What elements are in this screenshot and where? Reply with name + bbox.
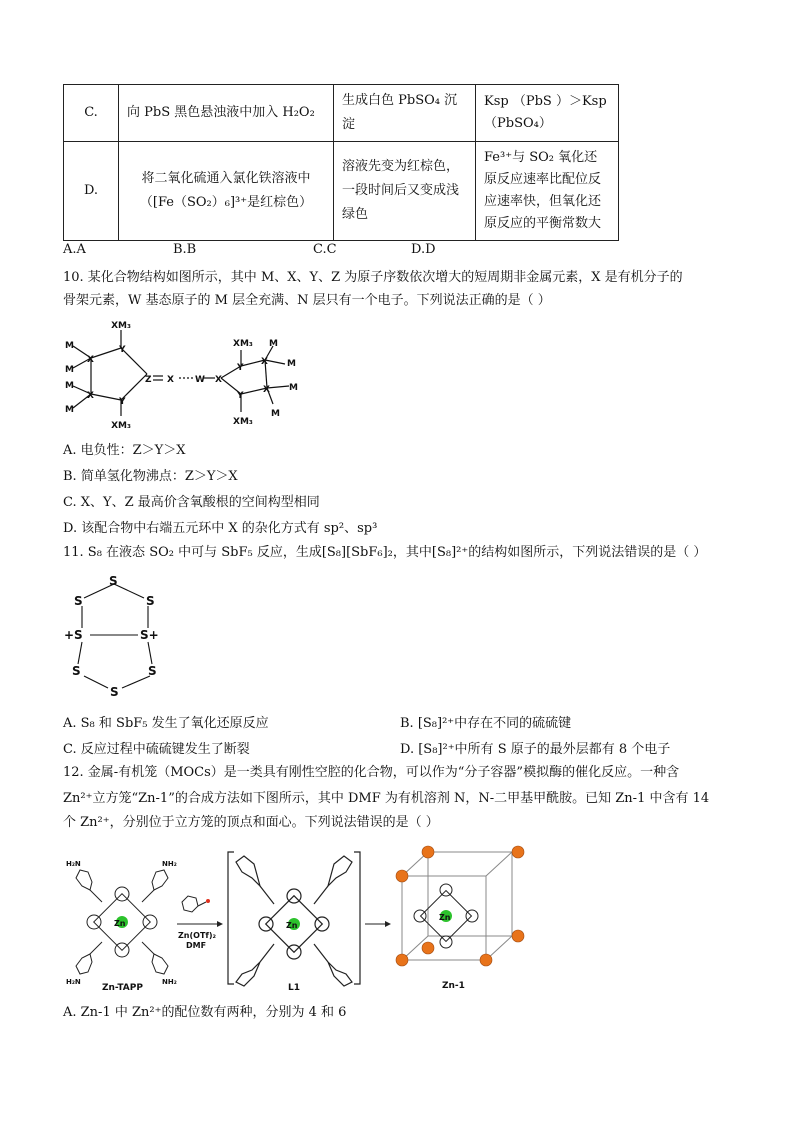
q11-option-d: D. [S₈]²⁺中所有 S 原子的最外层都有 8 个电子 xyxy=(400,742,671,757)
sulfur-label: S xyxy=(72,664,81,678)
q11-stem: 11. S₈ 在液态 SO₂ 中可与 SbF₅ 反应，生成[S₈][SbF₆]₂，其中[S₈]²⁺的结构如图所示，下列说法错误的是（ ） xyxy=(63,545,707,560)
table-row xyxy=(64,85,619,142)
m-label: M xyxy=(65,365,74,375)
zn1-synthesis-figure xyxy=(62,842,542,992)
m-label: M xyxy=(289,383,298,393)
xm3-label: XM₃ xyxy=(111,321,131,331)
zn-label: Zn xyxy=(286,921,298,930)
y-label: Y xyxy=(119,345,126,355)
sulfur-label: S xyxy=(148,664,157,678)
answer-table xyxy=(63,84,619,241)
y-label: Y xyxy=(119,397,126,407)
conclusion-cell: Fe³⁺与 SO₂ 氧化还原反应速率比配位反应速率快，但氧化还原反应的平衡常数大 xyxy=(476,142,619,241)
q10-option-b: B. 简单氢化物沸点：Z＞Y＞X xyxy=(63,469,238,484)
sulfur-label: S xyxy=(74,594,83,608)
q11-option-a: A. S₈ 和 SbF₅ 发生了氧化还原反应 xyxy=(63,716,269,731)
table-row xyxy=(64,142,619,241)
q11-option-b: B. [S₈]²⁺中存在不同的硫硫键 xyxy=(400,716,572,731)
q10-structure-figure xyxy=(63,316,323,432)
x-label: X xyxy=(263,385,270,395)
q11-option-c: C. 反应过程中硫硫键发生了断裂 xyxy=(63,742,250,757)
x-label: X xyxy=(87,391,94,401)
m-label: M xyxy=(65,381,74,391)
q9-option-b: B.B xyxy=(173,242,197,257)
q9-option-c: C.C xyxy=(313,242,337,257)
nh2-label: NH₂ xyxy=(162,978,177,986)
l1-label: L1 xyxy=(288,983,300,992)
x-label: X xyxy=(87,355,94,365)
reagent-zn-otf2: Zn(OTf)₂ xyxy=(178,931,217,940)
zn1-label: Zn-1 xyxy=(442,981,465,991)
sulfur-label: S xyxy=(109,574,118,588)
z-label: Z xyxy=(145,375,152,385)
phenomenon-cell: 溶液先变为红棕色，一段时间后又变成浅绿色 xyxy=(334,142,476,241)
xm3-label: XM₃ xyxy=(233,417,253,427)
phenomenon-cell: 生成白色 PbSO₄ 沉淀 xyxy=(334,85,476,142)
nh2-label: NH₂ xyxy=(162,860,177,868)
xm3-label: XM₃ xyxy=(111,421,131,431)
sulfur-cation-label: S+ xyxy=(140,628,159,642)
h2n-label: H₂N xyxy=(66,860,81,868)
x-label: X xyxy=(261,357,268,367)
m-label: M xyxy=(287,359,296,369)
sulfur-cation-label: +S xyxy=(64,628,83,642)
q10-option-a: A. 电负性：Z＞Y＞X xyxy=(63,443,186,458)
q12-stem-line3: 个 Zn²⁺，分别位于立方笼的顶点和面心。下列说法错误的是（ ） xyxy=(63,815,439,830)
zn-label: Zn xyxy=(439,913,451,922)
operation-cell: 向 PbS 黑色悬浊液中加入 H₂O₂ xyxy=(119,85,334,142)
h2n-label: H₂N xyxy=(66,978,81,986)
sulfur-label: S xyxy=(146,594,155,608)
q10-option-c: C. X、Y、Z 最高价含氧酸根的空间构型相同 xyxy=(63,495,320,510)
m-label: M xyxy=(65,405,74,415)
s8-dication-figure xyxy=(60,572,180,702)
zn-tapp-label: Zn-TAPP xyxy=(102,983,143,992)
q10-stem-line2: 骨架元素，W 基态原子的 M 层全充满、N 层只有一个电子。下列说法正确的是（ ） xyxy=(63,293,551,308)
sulfur-label: S xyxy=(110,685,119,699)
operation-cell: 将二氧化硫通入氯化铁溶液中（[Fe（SO₂）₆]³⁺是红棕色） xyxy=(119,142,334,241)
w-label: W xyxy=(195,375,205,385)
q9-option-d: D.D xyxy=(411,242,436,257)
q10-stem-line1: 10. 某化合物结构如图所示，其中 M、X、Y、Z 为原子序数依次增大的短周期非金属元素，X 是有机分子的 xyxy=(63,270,683,285)
zn-tapp-molecule xyxy=(66,860,177,992)
y-label: Y xyxy=(237,363,244,373)
q10-option-d: D. 该配合物中右端五元环中 X 的杂化方式有 sp²、sp³ xyxy=(63,521,378,536)
q12-option-a: A. Zn-1 中 Zn²⁺的配位数有两种，分别为 4 和 6 xyxy=(63,1005,347,1020)
reagent-dmf: DMF xyxy=(186,941,207,950)
row-label: D. xyxy=(64,142,119,241)
m-label: M xyxy=(269,339,278,349)
conclusion-cell: Ksp （PbS ）＞Ksp （PbSO₄） xyxy=(476,85,619,142)
zn-label: Zn xyxy=(114,919,126,928)
q9-option-a: A.A xyxy=(63,242,86,257)
xm3-label: XM₃ xyxy=(233,339,253,349)
m-label: M xyxy=(271,409,280,419)
x-label: X xyxy=(167,375,174,385)
q12-stem-line1: 12. 金属-有机笼（MOCs）是一类具有刚性空腔的化合物，可以作为“分子容器”模拟酶的催化反应。一种含 xyxy=(63,765,680,780)
x-label: X xyxy=(215,375,222,385)
m-label: M xyxy=(65,341,74,351)
q12-stem-line2: Zn²⁺立方笼“Zn-1”的合成方法如下图所示，其中 DMF 为有机溶剂 N，N-二甲基甲酰胺。已知 Zn-1 中含有 14 xyxy=(63,791,710,806)
row-label: C. xyxy=(64,85,119,142)
y-label: Y xyxy=(237,391,244,401)
